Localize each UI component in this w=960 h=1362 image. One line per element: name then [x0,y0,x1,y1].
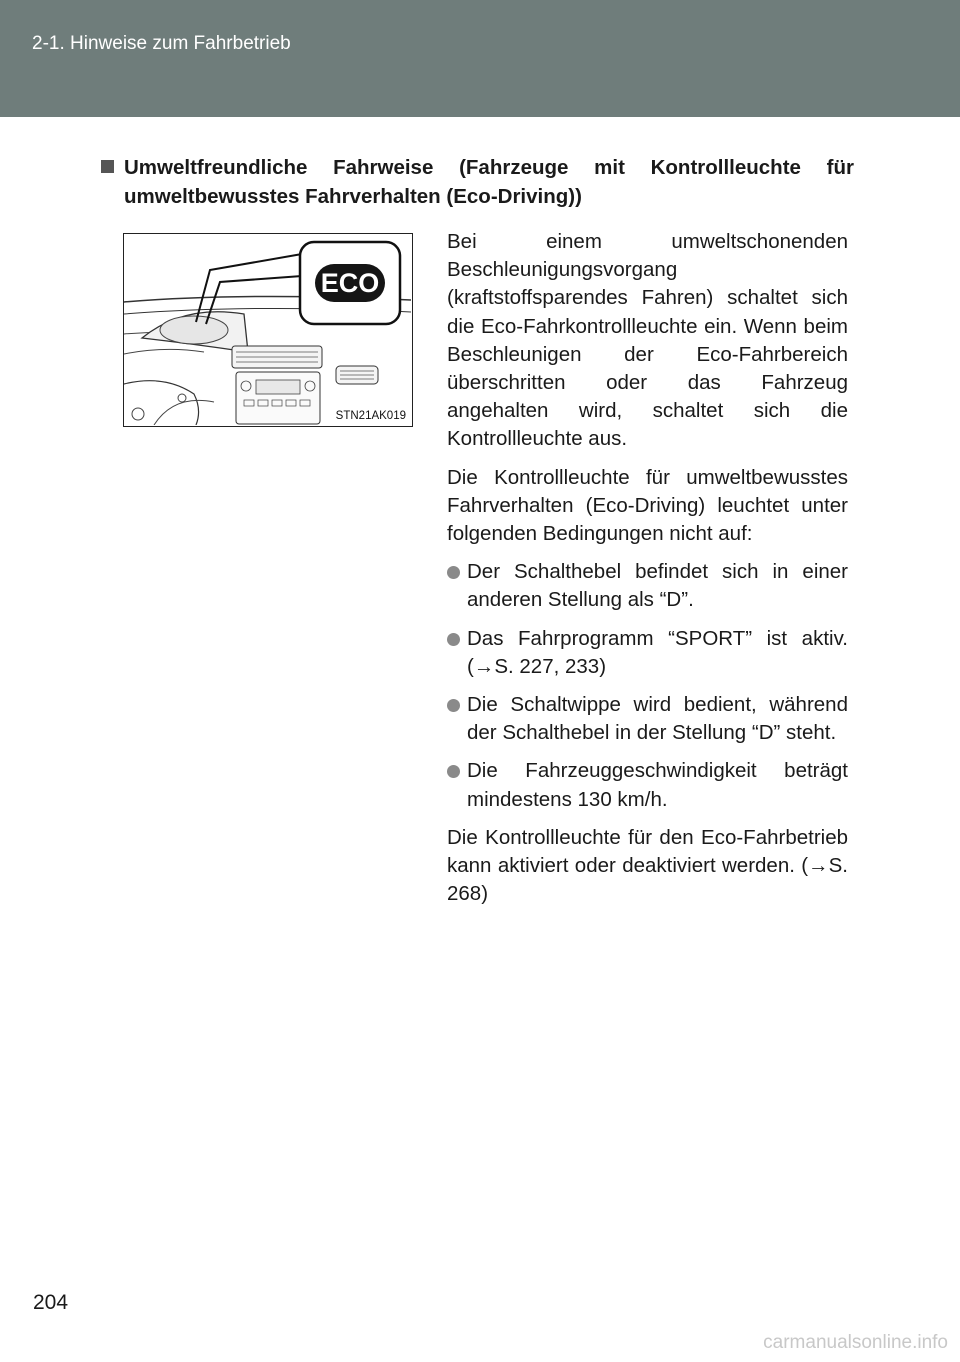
dashboard-drawing [124,234,411,425]
eco-indicator-icon [315,264,385,302]
bullet-text: Die Fahrzeuggeschwindigkeit beträgt mindestens 130 km/h. [467,759,848,811]
page-number: 204 [33,1291,69,1314]
bullet-text: Der Schalthebel befindet sich in einer anderen Stellung als “D”. [467,560,848,612]
bullet-dot-icon [447,633,460,646]
bullet-item [447,691,848,747]
bullet-dot-icon [447,765,460,778]
figure-code: STN21AK019 [335,410,406,422]
heading-word: für [826,156,854,179]
bullet-text: Die Schaltwippe wird bedient, während der Schalthebel in der Stellung “D” steht. [467,693,848,745]
heading-line-1 [101,153,854,182]
heading-square-icon [101,160,114,173]
heading-word: (Fahrzeuge [459,156,569,179]
eco-label: ECO [320,268,380,298]
heading-word: Umweltfreundliche [124,156,308,179]
bullet-text: Das Fahrprogramm “SPORT” ist aktiv. (→S. 227, 233) [467,626,848,678]
bullet-dot-icon [447,699,460,712]
paragraph-3: Die Kontrollleuchte für den Eco-Fahrbetrieb kann aktiviert oder deaktiviert werden. (→S. 268) [447,825,848,906]
watermark: carmanualsonline.info [763,1332,948,1353]
heading-word: Fahrweise [333,156,434,179]
chapter-title: 2-1. Hinweise zum Fahrbetrieb [32,33,291,54]
bullet-item [447,558,848,614]
bullet-item [447,757,848,813]
header-band [0,0,960,117]
dashboard-illustration [123,233,413,427]
heading-line-2: umweltbewusstes Fahrverhalten (Eco-Driving)) [124,185,582,208]
paragraph-1: Bei einem umweltschonenden Beschleunigungsvorgang (kraftstoffsparendes Fahren) schaltet sich die Eco-Fahrkontrollleuchte ein. Wenn beim Beschleunigen der Eco-Fahrbereich überschritten oder das Fahrzeug angehalten wird, schaltet sich die Kontrollleuchte aus. [447,230,848,451]
paragraph-2: Die Kontrollleuchte für umweltbewusstes Fahrverhalten (Eco-Driving) leuchtet unter folgenden Bedingungen nicht auf: [447,465,848,546]
bullet-item [447,625,848,681]
heading-word: Kontrollleuchte [650,156,801,179]
body-column [447,228,848,918]
heading-word: mit [594,156,625,179]
bullet-dot-icon [447,566,460,579]
section-heading [101,153,854,211]
